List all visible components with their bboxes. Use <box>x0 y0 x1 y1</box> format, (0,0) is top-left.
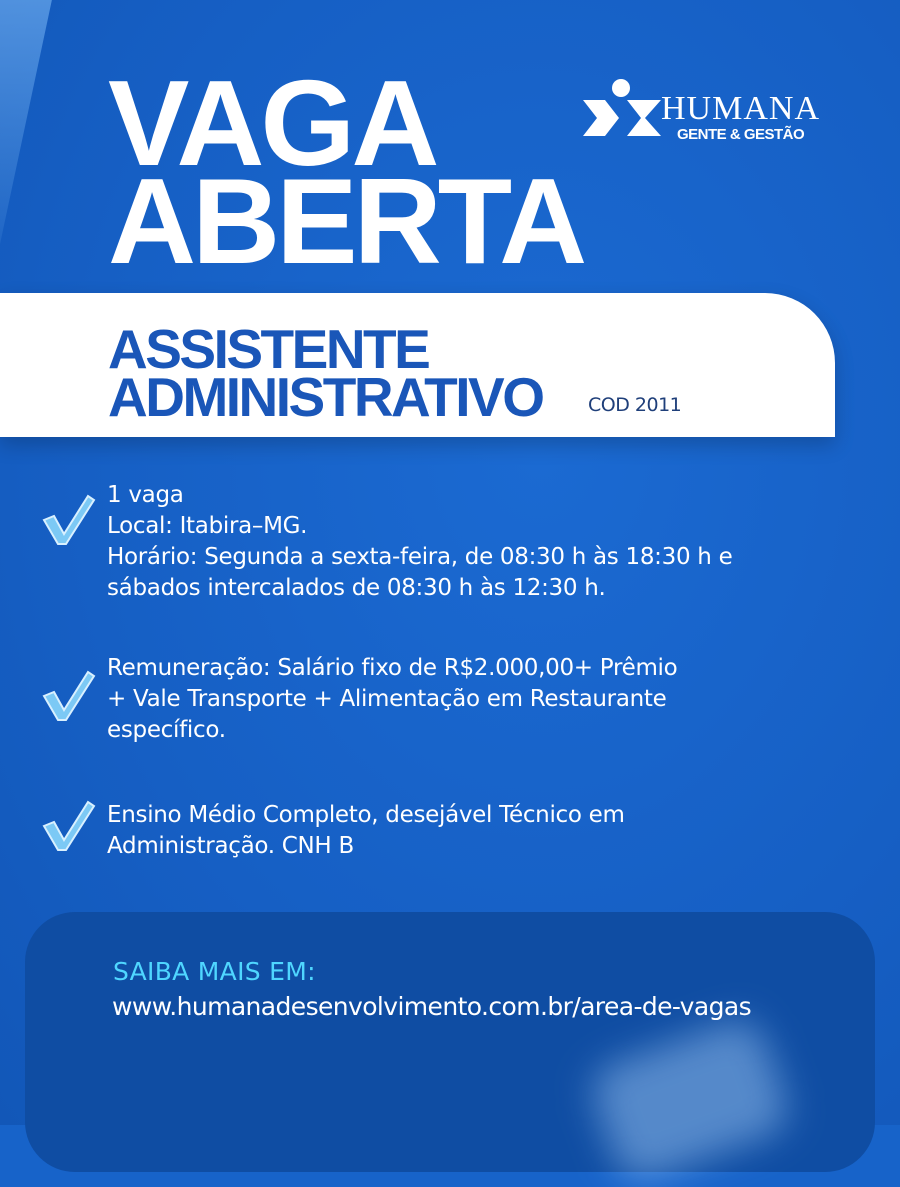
checkmark-icon <box>40 798 96 854</box>
logo-tagline: GENTE & GESTÃO <box>677 126 805 143</box>
position-code: COD 2011 <box>588 394 682 416</box>
detail-line: Ensino Médio Completo, desejável Técnico em <box>107 802 625 828</box>
detail-line: Horário: Segunda a sexta-feira, de 08:30 h às 18:30 h e <box>107 544 733 570</box>
footer-label: SAIBA MAIS EM: <box>113 957 316 986</box>
detail-line: Remuneração: Salário fixo de R$2.000,00+ Prêmio <box>107 655 678 681</box>
detail-vacancy <box>107 480 732 604</box>
detail-requirements <box>107 800 625 862</box>
humana-logo <box>583 78 833 148</box>
footer-url-link[interactable]: www.humanadesenvolvimento.com.br/area-de-vagas <box>112 992 751 1021</box>
detail-line: sábados intercalados de 08:30 h às 12:30 h. <box>107 575 606 601</box>
logo-name: HUMANA <box>661 90 820 127</box>
checkmark-icon <box>40 492 96 548</box>
detail-line: + Vale Transporte + Alimentação em Restaurante <box>107 686 667 712</box>
checkmark-icon <box>40 668 96 724</box>
detail-line: Administração. CNH B <box>107 833 354 859</box>
logo-mark-icon <box>583 78 663 138</box>
headline-line1: VAGA <box>108 55 436 191</box>
detail-line: específico. <box>107 717 226 743</box>
detail-line: 1 vaga <box>107 482 184 508</box>
position-title-line1: ASSISTENTE <box>108 318 429 380</box>
detail-salary <box>107 653 677 746</box>
headline-line2: ABERTA <box>108 153 584 289</box>
detail-line: Local: Itabira–MG. <box>107 513 308 539</box>
position-title-line2: ADMINISTRATIVO <box>108 366 543 428</box>
